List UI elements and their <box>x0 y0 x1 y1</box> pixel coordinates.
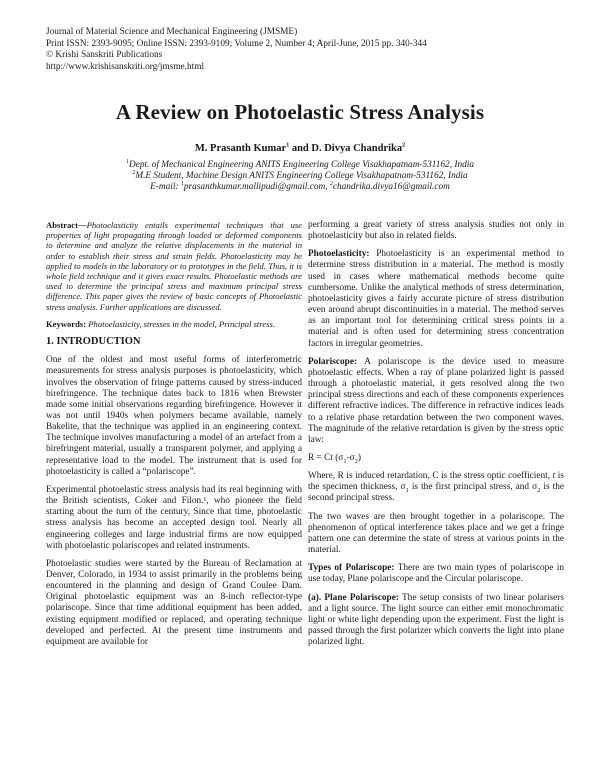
polariscope-label: Polariscope: <box>308 356 358 367</box>
formula-sub-1: 1 <box>343 457 347 465</box>
affiliation-1-text: Dept. of Mechanical Engineering ANITS Engineering College Visakhapatnam-531162, India <box>129 160 474 170</box>
abstract <box>46 220 302 312</box>
intro-paragraph-1: One of the oldest and most useful forms of interferometric measurements for stress analysis purposes is photoelasticity, which involves the observation of fringe patterns caused by stress-induced birefringence. The technique dates back to 1816 when Brewster made some initial observations regarding birefringence. However it was not until 1940s when polymers became available, namely Bakelite, that the technique was applied in an engineering context. The technique involves manufacturing a model of an artefact from a birefringent material, usually a transparent polymer, and applying a representative load to the model. The instrument that is used for photoelasticity is called a “polariscope”. <box>46 355 302 477</box>
affiliation-2 <box>0 171 600 182</box>
left-column <box>46 220 302 655</box>
email-label: E-mail: <box>150 182 181 192</box>
where-paragraph <box>308 471 564 504</box>
photoelasticity-paragraph <box>308 249 564 349</box>
publisher-line: © Krishi Sanskriti Publications <box>46 50 163 60</box>
polariscope-paragraph <box>308 357 564 446</box>
where-part-b: is the specimen thickness, σ <box>308 471 564 493</box>
types-paragraph <box>308 563 564 585</box>
right-column <box>308 220 564 655</box>
affiliations <box>0 160 600 193</box>
journal-header <box>46 27 566 73</box>
affiliation-2-sup: 2 <box>132 169 136 176</box>
plane-polariscope-paragraph <box>308 593 564 649</box>
author-1: M. Prasanth Kumar <box>194 143 287 154</box>
section-heading-introduction: 1. INTRODUCTION <box>46 336 141 348</box>
author-line <box>0 143 600 154</box>
paper-title: A Review on Photoelastic Stress Analysis <box>115 100 485 124</box>
author-2: and D. Divya Chandrika <box>289 143 403 154</box>
where-part-a: Where, R is induced retardation, C is the stress optic coefficient, <box>308 471 553 482</box>
journal-url[interactable]: http://www.krishisanskriti.org/jmsme.html <box>46 61 205 72</box>
affiliation-1 <box>0 160 600 171</box>
formula-part-2: -σ <box>346 452 355 463</box>
where-part-d: is the second principal stress. <box>308 482 565 504</box>
keywords-label: Keywords: <box>46 318 89 329</box>
types-label: Types of Polariscope: <box>308 563 395 574</box>
types-text: There are two main types of polariscope in use today, Plane polariscope and the Circular polariscope. <box>308 563 564 585</box>
issn-line: Print ISSN: 2393-9095; Online ISSN: 2393-9109; Volume 2, Number 4; April-June, 2015 pp. 340-344 <box>46 38 427 49</box>
photoelasticity-text: Photoelasticity is an experimental method to determine stress distribution in a material. The method is mostly used in cases where mathematical methods become quite cumbersome. Unlike the analytical methods of stress determination, photoelasticity gives a fairly accurate picture of stress distribution even around abrupt discontinuities in a material. The method serves as an important tool for determining critical stress points in a material and is often used for determining stress concentration factors in irregular geometries. <box>308 249 564 349</box>
abstract-label: Abstract— <box>46 220 87 230</box>
where-part-c: is the first principal stress, and σ <box>408 482 538 493</box>
affiliation-2-text: M.E Student, Machine Design ANITS Engineering College Visakhapatnam-531162, India <box>135 171 468 181</box>
waves-paragraph: The two waves are then brought together in a polariscope. The phenomenon of optical interference takes place and we get a fringe pattern one can determine the state of stress at various points in the material. <box>308 511 564 556</box>
formula-part-3: ) <box>357 452 362 463</box>
plane-polariscope-text: The setup consists of two linear polarisers and a light source. The light source can either emit monochromatic light or white light depending upon the experiment. First the light is passed through the first polarizer which converts the light into plane polarized light. <box>308 592 564 648</box>
where-thickness-symbol: t <box>552 471 556 482</box>
keywords <box>46 319 302 329</box>
formula-part-1: R = Ct (σ <box>308 452 344 463</box>
keywords-text: Photoelasticity, stresses in the model, Principal stress. <box>88 318 275 329</box>
affiliation-1-sup: 1 <box>126 158 130 165</box>
email-1-sup: 1 <box>180 180 184 187</box>
plane-polariscope-label: (a). Plane Polariscope: <box>308 592 399 603</box>
abstract-text: Photoelasticity entails experimental techniques that use properties of light propagating through loaded or deformed components to determine and analyze the relative displacements in the material in order to establish their stress and strain fields. Photoelasticity may be applied to models in the laboratory or to prototypes in the field. Thus, it is whole field technique and it gives exact results. Photoelastic methods are used to determine the principal stress and maximum principal stress difference. This paper gives the review of basic concepts of Photoelastic stress analysis. Further applications are discussed. <box>46 220 302 312</box>
where-sub-1: 1 <box>405 487 409 495</box>
email-2[interactable]: chandrika.divya16@gmail.com <box>332 182 450 192</box>
intro-paragraph-2: Experimental photoelastic stress analysis had its real beginning with the British scientists, Coker and Filon.¹, who pioneer the field starting about the turn of the century, Since that time, photoelastic stress analysis has become an accepted design tool. Nearly all engineering colleges and large industrial firms are now equipped with photoelastic polariscopes and related instruments. <box>46 484 302 551</box>
email-1[interactable]: prasanthkumar.mallipudi@gmail.com, <box>183 182 330 192</box>
author-2-sup: 2 <box>402 142 406 149</box>
polariscope-text: A polariscope is the device used to measure photoelastic effects. When a ray of plane polarized light is passed through a photoelastic material, it gets resolved along the two principal stress directions and each of these components experiences different refractive indices. The difference in refractive indices leads to a relative phase retardation between the two component waves. The magnitude of the relative retardation is given by the stress optic law: <box>308 356 564 445</box>
email-line <box>0 182 600 193</box>
author-1-sup: 1 <box>286 142 290 149</box>
where-sub-2: 2 <box>537 487 541 495</box>
journal-name: Journal of Material Science and Mechanical Engineering (JMSME) <box>46 27 298 37</box>
continued-paragraph: performing a great variety of stress analysis studies not only in photoelasticity but also in related fields. <box>308 220 564 242</box>
stress-optic-formula <box>308 453 564 464</box>
intro-paragraph-3: Photoelastic studies were started by the Bureau of Reclamation at Denver, Colorado, in 1934 to assist primarily in the problems being encountered in the planning and design of Grand Coulee Dam. Original photoelastic equipment was an 8-inch reflector-type polariscope. Since that time additional equipment has been added, existing equipment modified or replaced, and operating technique developed and perfected. At the present time instruments and equipment are available for <box>46 558 302 647</box>
email-2-sup: 2 <box>329 180 333 187</box>
photoelasticity-label: Photoelasticity: <box>308 249 370 260</box>
formula-sub-2: 2 <box>354 457 358 465</box>
